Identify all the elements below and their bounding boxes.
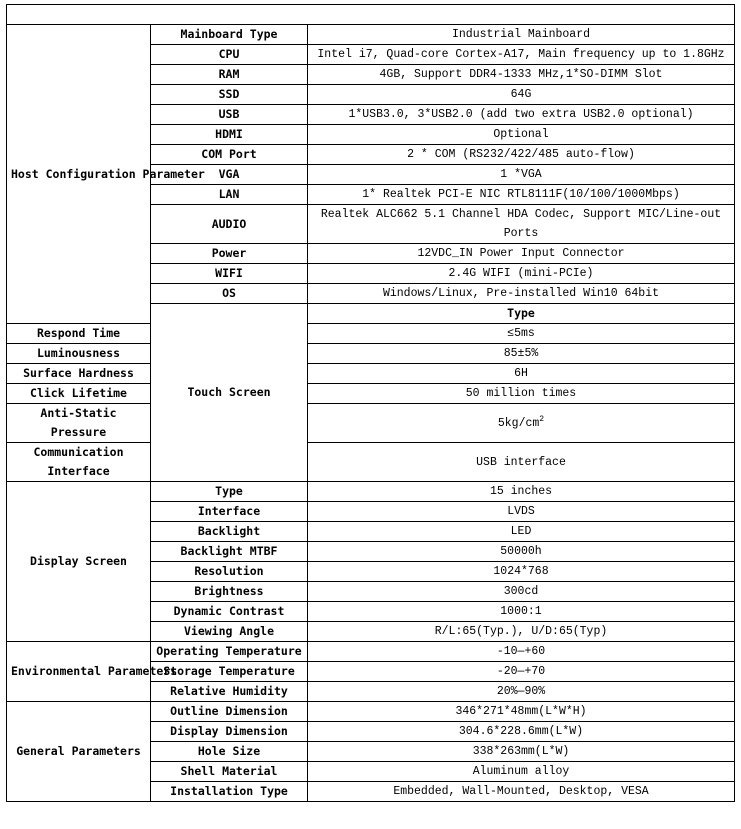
value-ssd: 64G: [308, 85, 735, 105]
label-usb: USB: [151, 105, 308, 125]
value-ram: 4GB, Support DDR4-1333 MHz,1*SO-DIMM Slot: [308, 65, 735, 85]
value-communication-interface: USB interface: [308, 443, 735, 482]
value-outline-dimension: 346*271*48mm(L*W*H): [308, 702, 735, 722]
value-audio: Realtek ALC662 5.1 Channel HDA Codec, Support MIC/Line-out Ports: [308, 205, 735, 244]
spec-table-wrapper: [6, 4, 735, 802]
table-row: [7, 364, 735, 384]
value-com-port: 2 * COM (RS232/422/485 auto-flow): [308, 145, 735, 165]
value-viewing-angle: R/L:65(Typ.), U/D:65(Typ): [308, 622, 735, 642]
value-shell-material: Aluminum alloy: [308, 762, 735, 782]
table-row: [7, 404, 735, 443]
label-backlight: Backlight: [151, 522, 308, 542]
label-display-dimension: Display Dimension: [151, 722, 308, 742]
label-lan: LAN: [151, 185, 308, 205]
label-click-lifetime: Click Lifetime: [7, 384, 151, 404]
table-row: [7, 384, 735, 404]
table-row: [7, 482, 735, 502]
value-dynamic-contrast: 1000:1: [308, 602, 735, 622]
label-vga: VGA: [151, 165, 308, 185]
label-luminousness: Luminousness: [7, 344, 151, 364]
table-row: [7, 642, 735, 662]
value-anti-static-pressure: [308, 404, 735, 443]
group-display-screen: Display Screen: [7, 482, 151, 642]
value-click-lifetime: 50 million times: [308, 384, 735, 404]
group-general-parameters: General Parameters: [7, 702, 151, 802]
value-surface-hardness: 6H: [308, 364, 735, 384]
value-wifi: 2.4G WIFI (mini-PCIe): [308, 264, 735, 284]
value-backlight: LED: [308, 522, 735, 542]
value-display-type: 15 inches: [308, 482, 735, 502]
label-relative-humidity: Relative Humidity: [151, 682, 308, 702]
label-installation-type: Installation Type: [151, 782, 308, 802]
label-backlight-mtbf: Backlight MTBF: [151, 542, 308, 562]
label-cpu: CPU: [151, 45, 308, 65]
table-row: [7, 443, 735, 482]
value-storage-temperature: -20—+70: [308, 662, 735, 682]
label-operating-temperature: Operating Temperature: [151, 642, 308, 662]
label-anti-static-pressure: Anti-Static Pressure: [7, 404, 151, 443]
pressure-exponent: 2: [539, 414, 545, 424]
label-viewing-angle: Viewing Angle: [151, 622, 308, 642]
label-ssd: SSD: [151, 85, 308, 105]
label-surface-hardness: Surface Hardness: [7, 364, 151, 384]
value-cpu: Intel i7, Quad-core Cortex-A17, Main frequency up to 1.8GHz: [308, 45, 735, 65]
label-power: Power: [151, 244, 308, 264]
group-touch-screen: Touch Screen: [151, 304, 308, 482]
value-usb: 1*USB3.0, 3*USB2.0 (add two extra USB2.0 optional): [308, 105, 735, 125]
value-relative-humidity: 20%—90%: [308, 682, 735, 702]
value-lan: 1* Realtek PCI-E NIC RTL8111F(10/100/1000Mbps): [308, 185, 735, 205]
header-row: [7, 5, 735, 25]
label-outline-dimension: Outline Dimension: [151, 702, 308, 722]
value-operating-temperature: -10—+60: [308, 642, 735, 662]
table-row: [7, 25, 735, 45]
label-mainboard-type: Mainboard Type: [151, 25, 308, 45]
group-environmental-parameters: Environmental Parameters: [7, 642, 151, 702]
value-interface: LVDS: [308, 502, 735, 522]
value-respond-time: ≤5ms: [308, 324, 735, 344]
spec-table: [6, 4, 735, 802]
label-audio: AUDIO: [151, 205, 308, 244]
label-resolution: Resolution: [151, 562, 308, 582]
label-ram: RAM: [151, 65, 308, 85]
value-resolution: 1024*768: [308, 562, 735, 582]
value-power: 12VDC_IN Power Input Connector: [308, 244, 735, 264]
value-hole-size: 338*263mm(L*W): [308, 742, 735, 762]
value-brightness: 300cd: [308, 582, 735, 602]
value-display-dimension: 304.6*228.6mm(L*W): [308, 722, 735, 742]
table-row: [7, 344, 735, 364]
label-shell-material: Shell Material: [151, 762, 308, 782]
table-row: [7, 702, 735, 722]
empty-header-cell: [7, 5, 735, 25]
value-mainboard-type: Industrial Mainboard: [308, 25, 735, 45]
label-hole-size: Hole Size: [151, 742, 308, 762]
label-storage-temperature: Storage Temperature: [151, 662, 308, 682]
value-luminousness: 85±5%: [308, 344, 735, 364]
value-hdmi: Optional: [308, 125, 735, 145]
pressure-value: 5kg/cm: [497, 416, 540, 430]
label-brightness: Brightness: [151, 582, 308, 602]
value-os: Windows/Linux, Pre-installed Win10 64bit: [308, 284, 735, 304]
label-wifi: WIFI: [151, 264, 308, 284]
table-row: [7, 324, 735, 344]
label-hdmi: HDMI: [151, 125, 308, 145]
value-backlight-mtbf: 50000h: [308, 542, 735, 562]
label-dynamic-contrast: Dynamic Contrast: [151, 602, 308, 622]
label-touch-type: Type: [308, 304, 735, 324]
label-os: OS: [151, 284, 308, 304]
label-communication-interface: Communication Interface: [7, 443, 151, 482]
value-vga: 1 *VGA: [308, 165, 735, 185]
label-interface: Interface: [151, 502, 308, 522]
label-respond-time: Respond Time: [7, 324, 151, 344]
label-display-type: Type: [151, 482, 308, 502]
group-host-configuration: Host Configuration Parameter: [7, 25, 151, 324]
value-installation-type: Embedded, Wall-Mounted, Desktop, VESA: [308, 782, 735, 802]
label-com-port: COM Port: [151, 145, 308, 165]
